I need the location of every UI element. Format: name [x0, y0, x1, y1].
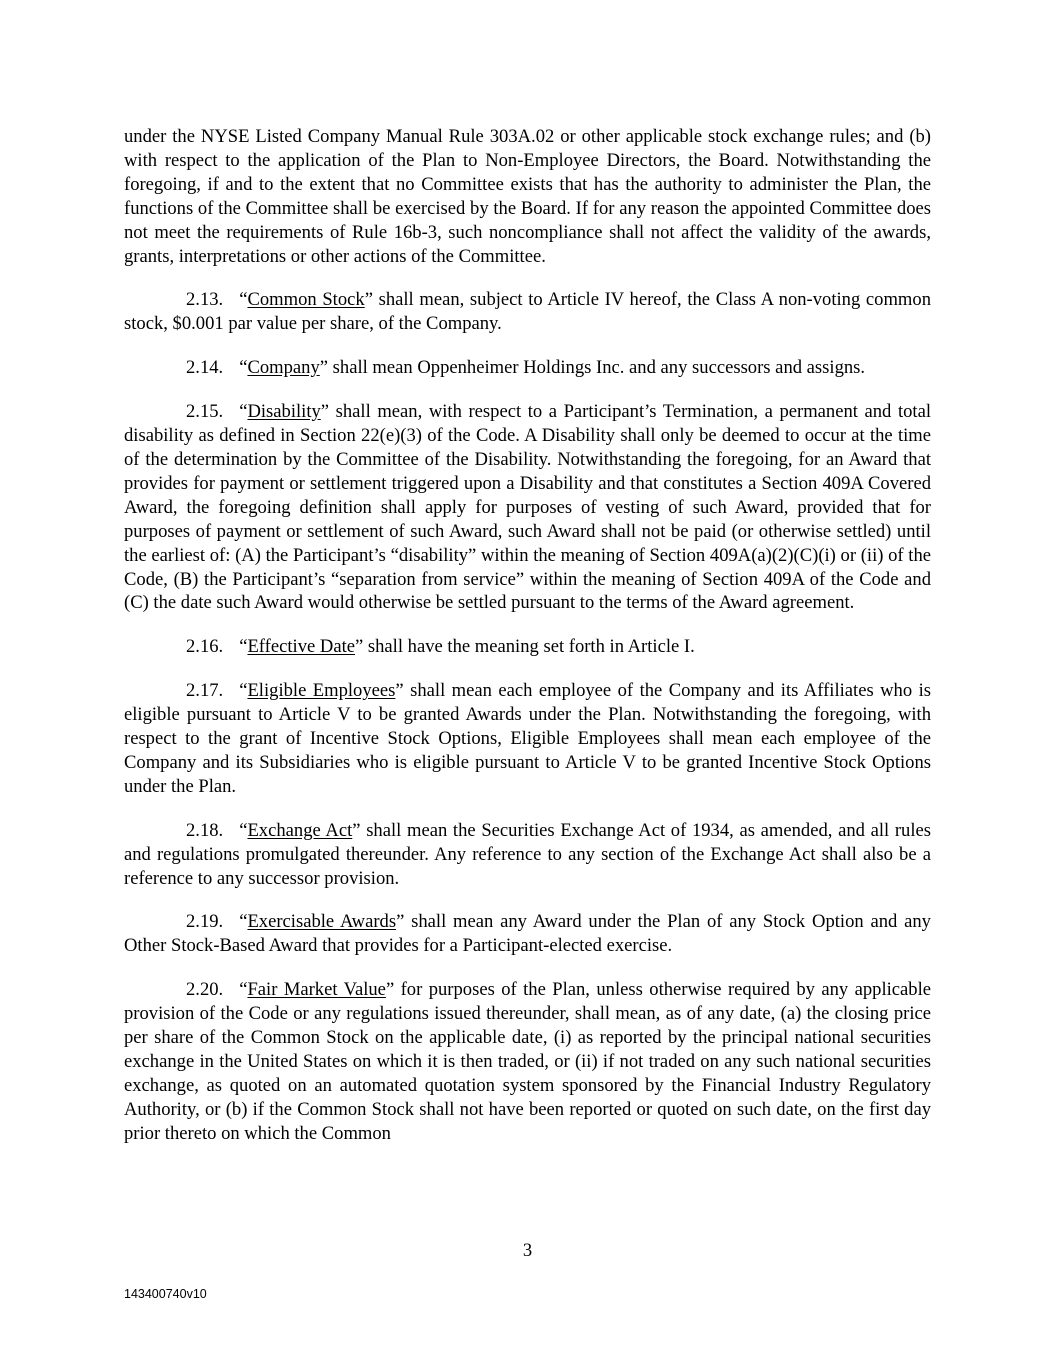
definition-number: 2.17.	[186, 680, 224, 702]
definition-number: 2.16.	[186, 636, 224, 658]
open-quote: “	[239, 979, 248, 1001]
definition-2-16	[124, 635, 931, 659]
open-quote: “	[239, 289, 248, 311]
definition-text: ” shall mean the Securities Exchange Act of 1934, as amended, and all rules and regulations promulgated thereunder. Any reference to any section of the Exchange Act shall also be a reference to any successor provision.	[124, 819, 932, 889]
open-quote: “	[239, 911, 248, 933]
document-body	[124, 125, 931, 1146]
open-quote: “	[239, 680, 248, 702]
defined-term: Fair Market Value	[247, 979, 386, 1001]
defined-term: Eligible Employees	[247, 680, 396, 702]
definition-2-13	[124, 288, 931, 336]
open-quote: “	[239, 401, 248, 423]
definition-number: 2.18.	[186, 819, 224, 841]
definition-text: ” shall mean, with respect to a Participant’s Termination, a permanent and total disability as defined in Section 22(e)(3) of the Code. A Disability shall only be deemed to occur at the time of the determination by the Committee of the Disability. Notwithstanding the foregoing, for an Award that provides for payment or settlement triggered upon a Disability and that constitutes a Section 409A Covered Award, the foregoing definition shall apply for purposes of vesting of such Award, provided that for purposes of payment or settlement of such Award, such Award shall not be paid (or otherwise settled) until the earliest of: (A) the Participant’s “disability” within the meaning of Section 409A(a)(2)(C)(i) or (ii) of the Code, (B) the Participant’s “separation from service” within the meaning of Section 409A of the Code and (C) the date such Award would otherwise be settled pursuant to the terms of the Award agreement.	[124, 401, 931, 614]
definition-2-14	[124, 356, 931, 380]
definition-number: 2.19.	[186, 911, 224, 933]
definition-2-17	[124, 679, 931, 799]
continuation-paragraph: under the NYSE Listed Company Manual Rule 303A.02 or other applicable stock exchange rules; and (b) with respect to the application of the Plan to Non-Employee Directors, the Board. Notwithstanding the foregoing, if and to the extent that no Committee exists that has the authority to administer the Plan, the functions of the Committee shall be exercised by the Board. If for any reason the appointed Committee does not meet the requirements of Rule 16b-3, such noncompliance shall not affect the validity of the awards, grants, interpretations or other actions of the Committee.	[124, 126, 931, 267]
definition-2-18	[124, 819, 931, 891]
defined-term: Exchange Act	[247, 819, 353, 841]
defined-term: Disability	[247, 401, 321, 423]
definition-2-20	[124, 978, 931, 1145]
definition-number: 2.14.	[186, 357, 224, 379]
definition-text: ” shall have the meaning set forth in Article I.	[355, 636, 695, 658]
defined-term: Effective Date	[247, 636, 355, 658]
definition-text: ” shall mean any Award under the Plan of any Stock Option and any Other Stock-Based Award that provides for a Participant-elected exercise.	[124, 911, 931, 957]
defined-term: Exercisable Awards	[247, 911, 397, 933]
definition-text: ” shall mean each employee of the Company and its Affiliates who is eligible pursuant to Article V to be granted Awards under the Plan. Notwithstanding the foregoing, with respect to the grant of Incentive Stock Options, Eligible Employees shall mean each employee of the Company and its Subsidiaries who is eligible pursuant to Article V to be granted Incentive Stock Options under the Plan.	[124, 680, 932, 797]
definition-text: ” shall mean, subject to Article IV hereof, the Class A non-voting common stock, $0.001 par value per share, of the Company.	[124, 289, 931, 335]
open-quote: “	[239, 636, 248, 658]
defined-term: Common Stock	[247, 289, 365, 311]
document-id: 143400740v10	[124, 1287, 207, 1301]
definition-2-19	[124, 910, 931, 958]
definition-number: 2.20.	[186, 979, 224, 1001]
defined-term: Company	[247, 357, 320, 379]
definition-text: ” for purposes of the Plan, unless otherwise required by any applicable provision of the Code or any regulations issued thereunder, shall mean, as of any date, (a) the closing price per share of the Common Stock on the applicable date, (i) as reported by the principal national securities exchange in the United States on which it is then traded, or (ii) if not traded on any such national securities exchange, as quoted on an automated quotation system sponsored by the Financial Industry Regulatory Authority, or (b) if the Common Stock shall not have been reported or quoted on such date, on the first day prior thereto on which the Common	[124, 979, 931, 1144]
open-quote: “	[239, 819, 248, 841]
definition-text: ” shall mean Oppenheimer Holdings Inc. and any successors and assigns.	[319, 357, 866, 379]
open-quote: “	[239, 357, 248, 379]
definition-number: 2.13.	[186, 289, 224, 311]
definition-number: 2.15.	[186, 401, 224, 423]
definition-2-15	[124, 400, 931, 615]
page-number: 3	[522, 1240, 533, 1261]
